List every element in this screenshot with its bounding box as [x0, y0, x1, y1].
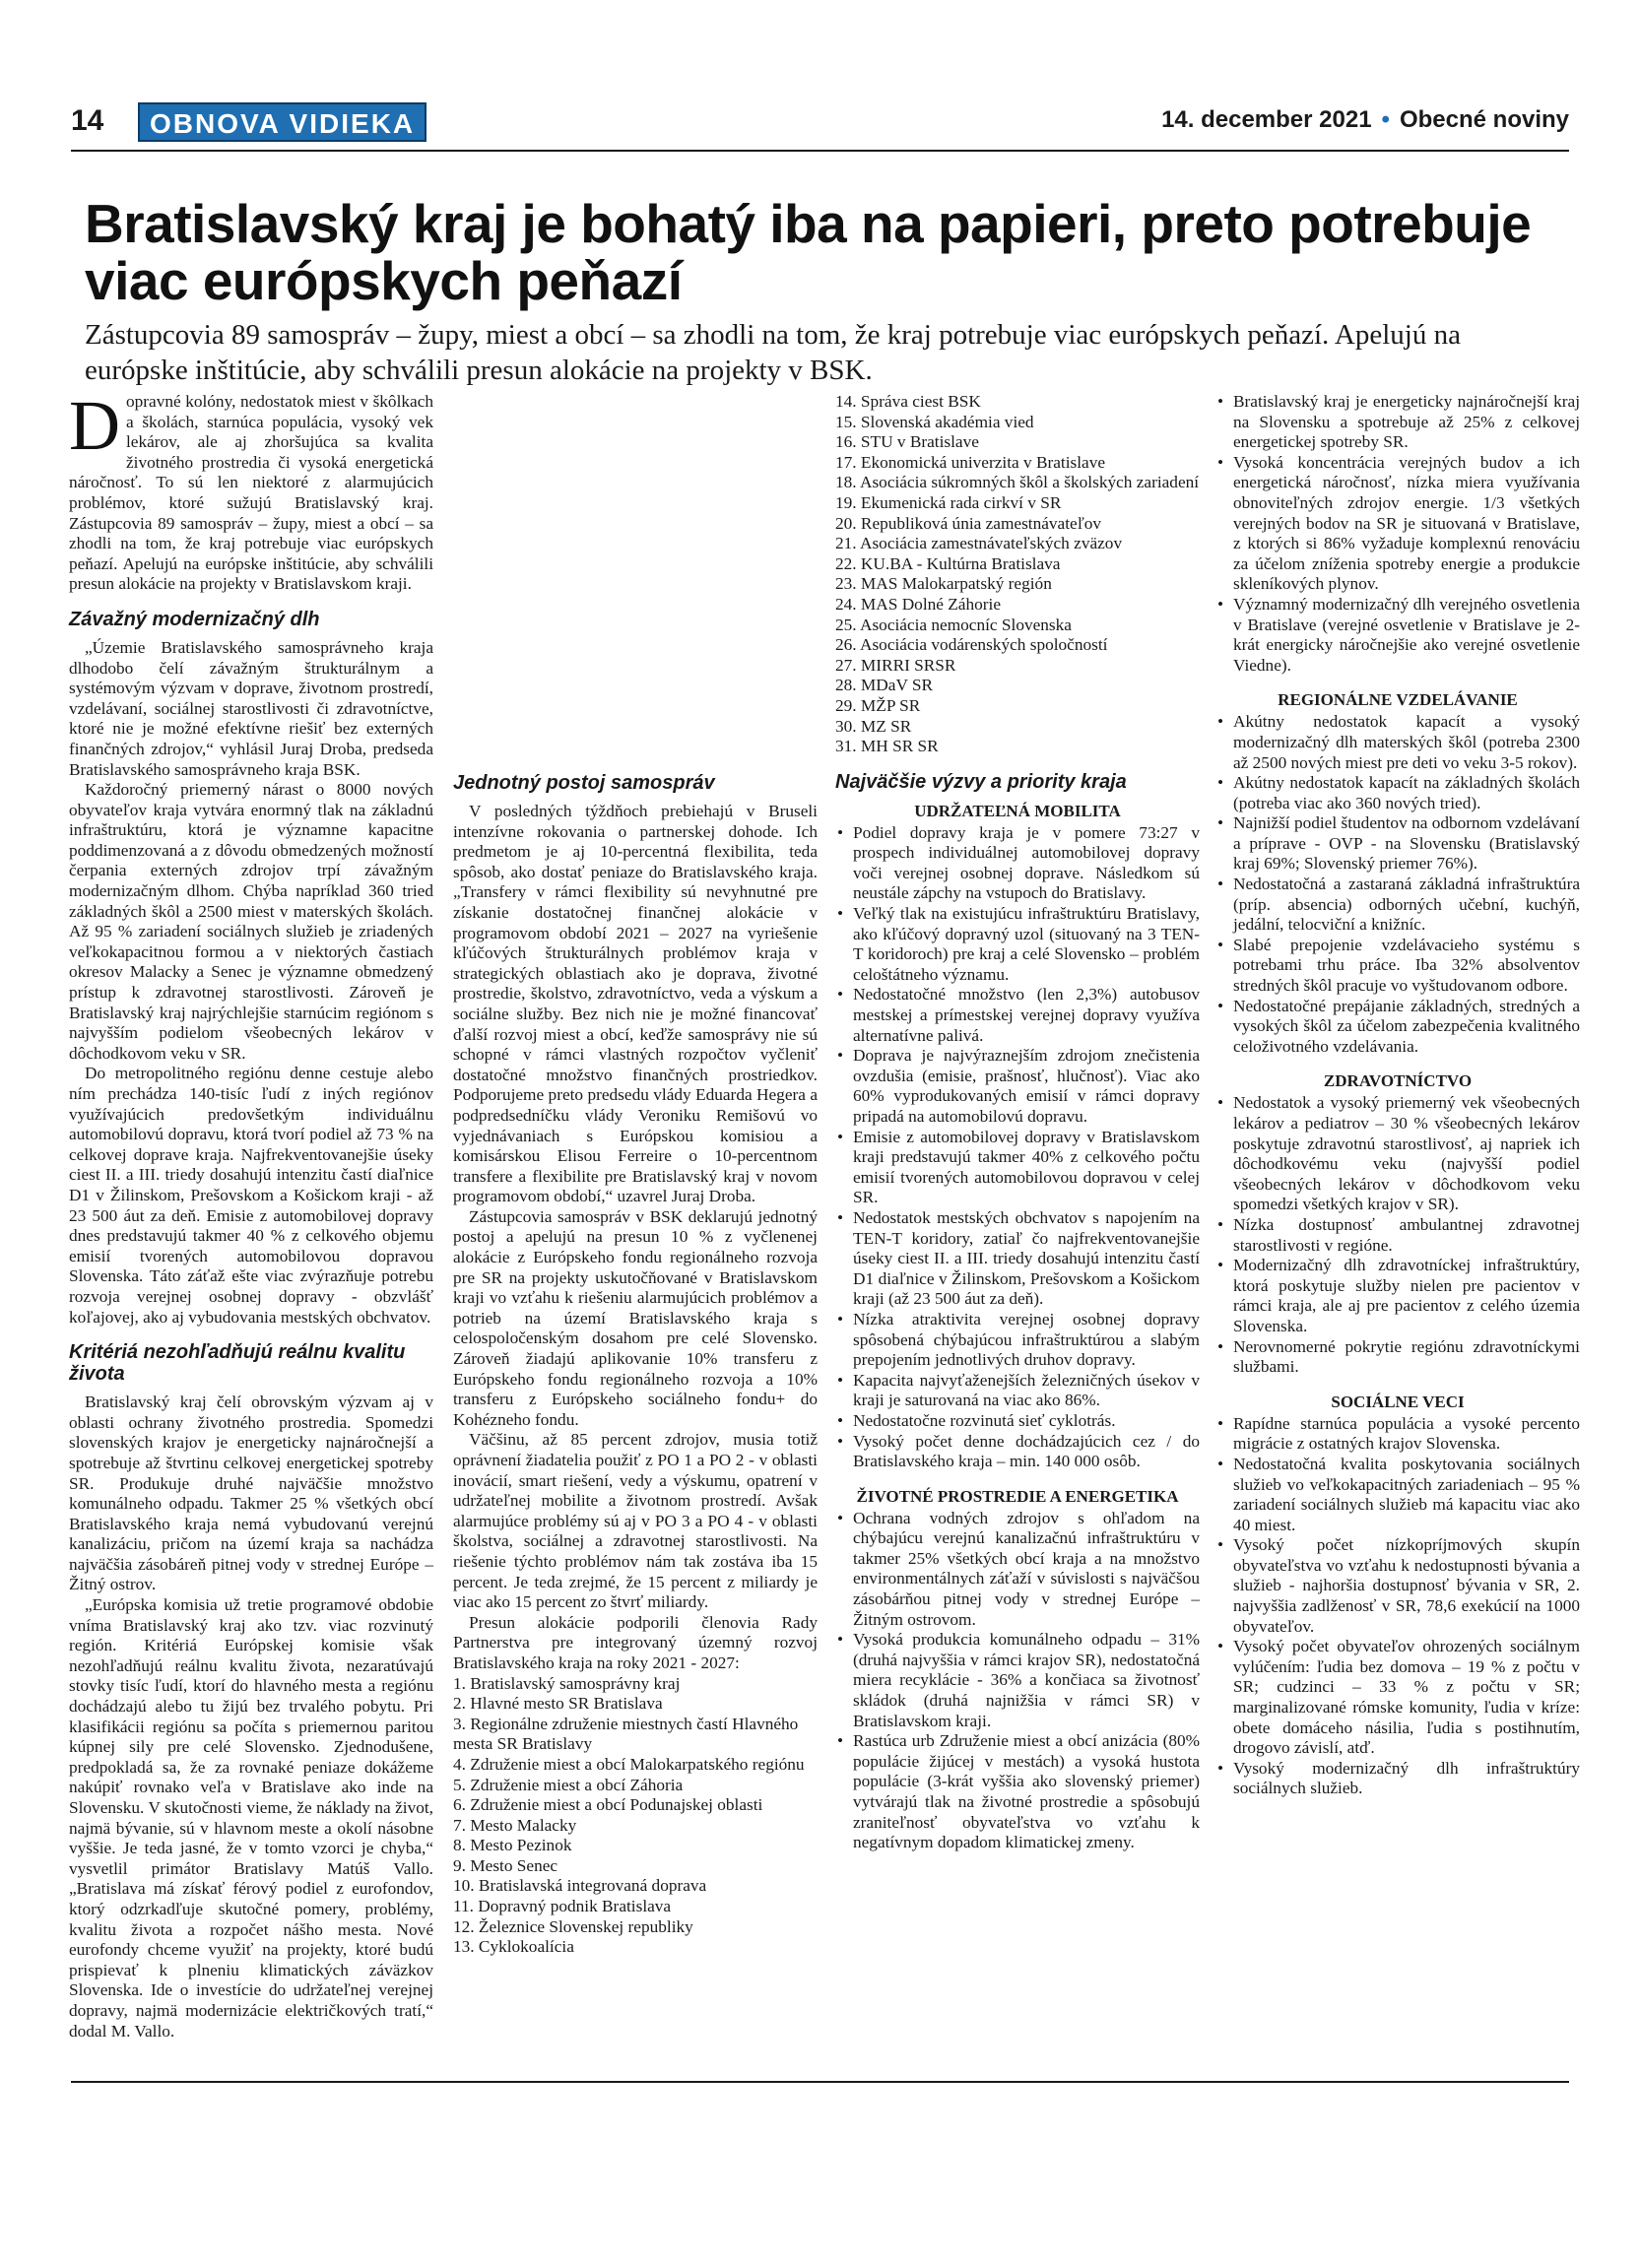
- environment-list-b: [1215, 392, 1580, 676]
- list-item: 9. Mesto Senec: [453, 1855, 558, 1875]
- list-item: • Podiel dopravy kraja je v pomere 73:27 v prospech individuálnej automobilovej dopravy voči verejnej osobnej doprave. Následkom sú neustále zápchy na vstupoch do Bratislavy.: [835, 823, 1200, 904]
- list-item: 21. Asociácia zamestnávateľských zväzov: [835, 534, 1123, 553]
- column-1: [69, 386, 433, 2041]
- list-item: • Najnižší podiel študentov na odbornom vzdelávaní a príprave - OVP - na Slovensku (Bratislavský kraj 69%; Slovenský priemer 76%).: [1215, 813, 1580, 875]
- subheading-vyzvy: Najväčšie výzvy a priority kraja: [835, 770, 1127, 793]
- list-item: 23. MAS Malokarpatský región: [835, 574, 1052, 594]
- column-4: [1215, 392, 1580, 1799]
- list-item: 24. MAS Dolné Záhorie: [835, 594, 1001, 614]
- list-item: • Doprava je najvýraznejším zdrojom znečistenia ovzdušia (emisie, prašnosť, hlučnosť). Viac ako 60% vyprodukovaných emisií v rámci dopravy pripadá na automobilovú dopravu.: [835, 1046, 1200, 1127]
- list-item: 13. Cyklokoalícia: [453, 1937, 574, 1957]
- list-item: 20. Republiková únia zamestnávateľov: [835, 513, 1102, 533]
- list-item: 8. Mesto Pezinok: [453, 1836, 572, 1855]
- health-list: [1215, 1093, 1580, 1377]
- page-header: [71, 102, 1569, 142]
- list-item: • Vysoký modernizačný dlh infraštruktúry sociálnych služieb.: [1215, 1759, 1580, 1799]
- list-item: 2. Hlavné mesto SR Bratislava: [453, 1694, 663, 1714]
- list-item: 12. Železnice Slovenskej republiky: [453, 1916, 693, 1936]
- article-lead: Zástupcovia 89 samospráv – župy, miest a obcí – sa zhodli na tom, že kraj potrebuje viac európskych peňazí. Apelujú na európske inštitúcie, aby schválili presun alokácie na projekty v BSK.: [85, 319, 1461, 386]
- header-rule: [71, 150, 1569, 152]
- paragraph: Presun alokácie podporili členovia Rady Partnerstva pre integrovaný územný rozvoj Bratislavského kraja na roky 2021 - 2027:: [453, 1612, 818, 1672]
- list-item: 18. Asociácia súkromných škôl a školských zariadení: [835, 473, 1200, 492]
- subheading-prostredie: ŽIVOTNÉ PROSTREDIE A ENERGETIKA: [856, 1486, 1179, 1506]
- list-item: 31. MH SR SR: [835, 737, 939, 756]
- drop-cap: D: [69, 386, 120, 465]
- list-item: • Vysoký počet nízkopríjmových skupín obyvateľstva vo vzťahu k nedostupnosti bývania a služieb - najhoršia dostupnosť bývania v SR, 2. najvyššia zadlženosť v SR, 78,6 exekúcií na 1000 obyvateľov.: [1215, 1535, 1580, 1637]
- list-item: • Akútny nedostatok kapacít na základných školách (potreba viac ako 360 nových tried).: [1215, 773, 1580, 813]
- paragraph: Každoročný priemerný nárast o 8000 nových obyvateľov kraja vytvára enormný tlak na základnú infraštruktúru, ktorá je významne kapacitne poddimenzovaná a z dôvodu obmedzených možností čerpania externých zdrojov trpí závažným modernizačným dlhom. Chýba napríklad 360 tried základných škôl a 2500 miest v materských školách. Až 95 % zariadení sociálnych služieb je zriadených veľkokapacitnou formou a v niektorých častiach okresov Malacky a Senec je významne obmedzený prístup k zdravotnej starostlivosti. Zároveň je Bratislavský kraj najrýchlejšie starnúcim regiónom s najvyšším podielom všeobecných lekárov v dôchodkovom veku v SR.: [69, 780, 433, 1063]
- issue-date: 14. december 2021: [1161, 106, 1372, 133]
- list-item: • Nízka atraktivita verejnej osobnej dopravy spôsobená chýbajúcou infraštruktúrou a slabým prepojením jednotlivých druhov dopravy.: [835, 1310, 1200, 1371]
- list-item: • Modernizačný dlh zdravotníckej infraštruktúry, ktorá poskytuje služby nielen pre pacientov v rámci kraja, ale aj pre pacientov z celého územia Slovenska.: [1215, 1256, 1580, 1336]
- list-item: 25. Asociácia nemocníc Slovenska: [835, 615, 1072, 634]
- page-number: 14: [71, 104, 104, 137]
- section-label: OBNOVA VIDIEKA: [138, 102, 426, 142]
- subheading-dlh: Závažný modernizačný dlh: [69, 608, 320, 630]
- subheading-zdravotnictvo: ZDRAVOTNÍCTVO: [1323, 1071, 1473, 1091]
- list-item: • Rastúca urb Združenie miest a obcí anizácia (80% populácie žijúcej v mestách) a vysoká hustota populácie (3-krát vyššia ako slovenský priemer) vytvárajú tlak na životné prostredie a spôsobujú zraniteľnosť obyvateľstva vo vzťahu k negatívnym dopadom klimatickej zmeny.: [835, 1731, 1200, 1853]
- list-item: • Nedostatočné prepájanie základných, stredných a vysokých škôl za účelom zabezpečenia kvalitného celoživotného vzdelávania.: [1215, 997, 1580, 1058]
- list-item: 28. MDaV SR: [835, 676, 934, 695]
- list-item: • Vysoký počet denne dochádzajúcich cez / do Bratislavského kraja – min. 140 000 osôb.: [835, 1432, 1200, 1472]
- issue-info: [1161, 106, 1569, 134]
- list-item: • Nízka dostupnosť ambulantnej zdravotnej starostlivosti v regióne.: [1215, 1215, 1580, 1256]
- paragraph: „Územie Bratislavského samosprávneho kraja dlhodobo čelí závažným štrukturálnym a systémovým výzvam v doprave, životnom prostredí, vzdelávaní, sociálnej starostlivosti či zdravotníctve, ktoré nie je možné efektívne riešiť bez externých finančných zdrojov,“ vyhlásil Juraj Droba, predseda Bratislavského samosprávneho kraja BSK.: [69, 637, 433, 779]
- list-item: 17. Ekonomická univerzita v Bratislave: [835, 452, 1106, 472]
- list-item: • Nedostatočná kvalita poskytovania sociálnych služieb vo veľkokapacitných zariadeniach – 95 % zariadení sociálnych služieb má kapacitu viac ako 40 miest.: [1215, 1455, 1580, 1535]
- list-item: • Nedostatočné množstvo (len 2,3%) autobusov mestskej a prímestskej verejnej dopravy využíva alternatívne palivá.: [835, 985, 1200, 1046]
- list-item: 11. Dopravný podnik Bratislava: [453, 1897, 672, 1916]
- list-item: 19. Ekumenická rada cirkví v SR: [835, 492, 1062, 512]
- intro-paragraph: [69, 386, 433, 595]
- list-item: • Emisie z automobilovej dopravy v Bratislavskom kraji predstavujú takmer 40% z celkového počtu emisií tvorených automobilovou dopravou v celej SR.: [835, 1128, 1200, 1208]
- mobility-list: [835, 823, 1200, 1472]
- column-2: [453, 392, 818, 1958]
- members-list-b: [835, 392, 1200, 757]
- list-item: • Nedostatok a vysoký priemerný vek všeobecných lekárov a pediatrov – 30 % všeobecných lekárov poskytuje zdravotnú starostlivosť, aj napriek ich dôchodkovému veku (najvyšší podiel všeobecných lekárov v dôchodkovom veku spomedzi všetkých krajov v SR).: [1215, 1093, 1580, 1215]
- intro-text: opravné kolóny, nedostatok miest v škôlkach a školách, starnúca populácia, vysoký vek lekárov, ale aj zhoršujúca sa kvalita životného prostredia či vysoká energetická náročnosť. To sú len niektoré z alarmujúcich problémov, ktoré sužujú Bratislavský kraj. Zástupcovia 89 samospráv – župy, miest a obcí – sa zhodli na tom, že kraj potrebuje viac európskych peňazí. Apelujú na európske inštitúcie, aby schválili presun alokácie na projekty v Bratislavskom kraji.: [69, 392, 433, 594]
- paragraph: Bratislavský kraj čelí obrovským výzvam aj v oblasti ochrany životného prostredia. Spomedzi slovenských krajov je energeticky najnáročnejší a spotrebuje až štvrtinu celkovej energetickej spotreby SR. Produkuje druhé najväčšie množstvo komunálneho odpadu. Takmer 25 % všetkých obcí Bratislavského kraja nemá vybudovanú verejnú kanalizáciu, pričom na území kraja sa nachádza najväčšia zásobáreň pitnej vody v strednej Európe – Žitný ostrov.: [69, 1393, 433, 1594]
- paragraph: „Európska komisia už tretie programové obdobie vníma Bratislavský kraj ako tzv. viac rozvinutý región. Kritériá Európskej komisie však nezohľadňujú reálnu kvalitu života, nezaratúvajú stovky tisíc ľudí, ktorí do hlavného mesta a regiónu dochádzajú alebo tu žijú bez trvalého pobytu. Pri klasifikácii regiónu sa počíta s priemernou paritou kúpnej sily pre celé Slovensko. Zjednodušene, predpokladá sa, že za rovnaké peniaze dokážeme nakúpiť rovnako veľa v Bratislave ako inde na Slovensku. V skutočnosti vieme, že náklady na život, najmä bývanie, sú v hlavnom meste a okolí násobne vyššie. Je teda jasné, že v tomto vzorci je chyba,“ vysvetlil primátor Bratislavy Matúš Vallo. „Bratislava má získať férový podiel z eurofondov, ktorý odzrkadľuje skutočné pomery, problémy, kvalitu života a rozpočet nášho mesta. Nové eurofondy chceme využiť na projekty, ktoré budú prispievať k plneniu klimatických záväzkov Slovenska. Ide o investície do udržateľnej verejnej dopravy, najmä modernizácie električkových tratí,“ dodal M. Vallo.: [69, 1595, 433, 2041]
- members-list-a: [453, 1674, 818, 1958]
- list-item: 14. Správa ciest BSK: [835, 392, 981, 411]
- list-item: • Vysoký počet obyvateľov ohrozených sociálnym vylúčením: ľudia bez domova – 19 % z počtu v SR; cudzinci – 33 % z počtu v SR; marginalizované rómske komunity, ľudia v kríze: obete domáceho násilia, ľudia s postihnutím, drogovo závislí, atď.: [1215, 1637, 1580, 1759]
- list-item: • Bratislavský kraj je energeticky najnáročnejší kraj na Slovensku a spotrebuje až 25% z celkovej energetickej spotreby SR.: [1215, 392, 1580, 453]
- education-list: [1215, 712, 1580, 1057]
- subheading-kriteria: Kritériá nezohľadňujú reálnu kvalitu života: [69, 1341, 406, 1386]
- list-item: 7. Mesto Malacky: [453, 1815, 577, 1835]
- paragraph: Zástupcovia samospráv v BSK deklarujú jednotný postoj a apelujú na presun 10 % z vyčlenenej alokácie z Európskeho fondu regionálneho rozvoja pre SR na projekty uskutočňované v Bratislavskom kraji vo vzťahu k riešeniu alarmujúcich problémov a potrieb na území Bratislavského kraja s celospoločenským dosahom pre celé Slovensko. Zároveň žiadajú aplikovanie 10% transferu z Európskeho fondu regionálneho rozvoja a 10% transferu z Európskeho sociálneho fondu+ do Kohézneho fondu.: [453, 1206, 818, 1429]
- list-item: 27. MIRRI SRSR: [835, 655, 956, 675]
- list-item: • Nerovnomerné pokrytie regiónu zdravotníckymi službami.: [1215, 1337, 1580, 1378]
- separator-dot: •: [1381, 106, 1390, 133]
- subheading-vzdelavanie: REGIONÁLNE VZDELÁVANIE: [1278, 690, 1518, 710]
- list-item: • Akútny nedostatok kapacít a vysoký modernizačný dlh materských škôl (potreba 2300 až 2500 nových miest pre deti vo veku 3-5 rokov).: [1215, 712, 1580, 773]
- list-item: 30. MZ SR: [835, 716, 912, 736]
- footer-rule: [71, 2081, 1569, 2083]
- list-item: 16. STU v Bratislave: [835, 432, 979, 452]
- list-item: • Vysoká produkcia komunálneho odpadu – 31% (druhá najvyššia v rámci krajov SR), nedostatočná miera recyklácie - 36% a končiaca sa životnosť skládok (druhá najnižšia v rámci SR) v Bratislavskom kraji.: [835, 1630, 1200, 1731]
- paragraph: V posledných týždňoch prebiehajú v Bruseli intenzívne rokovania o partnerskej dohode. Ich predmetom je aj 10-percentná flexibilita, teda spôsob, ako dostať peniaze do Bratislavského kraja. „Transfery v rámci flexibility sú nevyhnutné pre získanie dostatočnej finančnej alokácie v programovom období 2021 – 2027 na vyriešenie kľúčových štrukturálnych problémov kraja v strategických oblastiach ako je doprava, životné prostredie, školstvo, zdravotníctvo, veda a výskum a sociálne služby. Bez nich nie je možné financovať ďalší rozvoj miest a obcí, keďže samosprávy nie sú schopné v rámci vlastných rozpočtov vyčleniť dostatočné množstvo finančných prostriedkov. Podporujeme preto predsedu vlády Eduarda Hegera a podpredsedníčku vlády Veroniku Remišovú vo vyjednávaniach s Európskou komisiou a komisárskou Elisou Ferreire o 10-percentnom transfere a flexibilite pre Bratislavský kraj v novom programovom období,“ uzavrel Juraj Droba.: [453, 802, 818, 1206]
- list-item: • Nedostatočne rozvinutá sieť cyklotrás.: [835, 1411, 1200, 1432]
- environment-list-a: [835, 1509, 1200, 1853]
- newspaper-name: Obecné noviny: [1399, 106, 1569, 133]
- list-item: • Veľký tlak na existujúcu infraštruktúru Bratislavy, ako kľúčový dopravný uzol (situovaný na 3 TEN-T koridoroch) pre kraj a celé Slovensko – problém celoštátneho významu.: [835, 904, 1200, 985]
- paragraph: Do metropolitného regiónu denne cestuje alebo ním prechádza 140-tisíc ľudí z iných regiónov využívajúcich predovšetkým individuálnu automobilovú dopravu, ktorá tvorí podiel až 73 % na celkovej doprave kraja. Najfrekventovanejšie úseky ciest II. a III. triedy dosahujú intenzitu častí diaľnice D1 v Žilinskom, Prešovskom a Košickom kraji - až 23 500 áut za deň. Emisie z automobilovej dopravy dnes predstavujú takmer 40 % z celkového objemu emisií tvorených automobilovou dopravou Slovenska. Táto záťaž ešte viac zvýrazňuje potrebu rozvoja verejnej osobnej dopravy - obzvlášť koľajovej, ako aj vybudovania mestských obchvatov.: [69, 1064, 433, 1327]
- social-list: [1215, 1414, 1580, 1799]
- subheading-mobilita: UDRŽATEĽNÁ MOBILITA: [914, 801, 1121, 820]
- list-item: • Vysoká koncentrácia verejných budov a ich energetická náročnosť, nízka miera využívania obnoviteľných zdrojov energie. 1/3 všetkých verejných bodov na SR je situovaná v Bratislave, z ktorých si 86% vyžaduje komplexnú renováciu za účelom zníženia spotreby energie a produkcie skleníkových plynov.: [1215, 453, 1580, 595]
- list-item: • Nedostatočná a zastaraná základná infraštruktúra (príp. absencia) odborných učební, kuchýň, jedální, telocviční a knižníc.: [1215, 875, 1580, 936]
- article-title: Bratislavský kraj je bohatý iba na papieri, preto potrebuje viac európskych peňazí: [85, 193, 1532, 311]
- list-item: 26. Asociácia vodárenských spoločností: [835, 635, 1108, 655]
- list-item: 15. Slovenská akadémia vied: [835, 412, 1034, 431]
- paragraph: Väčšinu, až 85 percent zdrojov, musia totiž oprávnení žiadatelia použiť z PO 1 a PO 2 - v oblasti inovácií, smart riešení, vedy a výskumu, opatrení v udržateľnej mobilite a životnom prostredí. Avšak alarmujúce problémy sú aj v PO 3 a PO 4 - v oblasti školstva, sociálnej a zdravotnej starostlivosti. Na riešenie týchto problémov nám tak zostáva iba 15 percent. Je teda zrejmé, že 15 percent z miliardy je viac ako 15 percent zo štvrť miliardy.: [453, 1430, 818, 1612]
- list-item: • Slabé prepojenie vzdelávacieho systému s potrebami trhu práce. Iba 32% absolventov stredných škôl pracuje vo vyštudovanom odbore.: [1215, 936, 1580, 997]
- list-item: 22. KU.BA - Kultúrna Bratislava: [835, 553, 1061, 573]
- list-item: • Rapídne starnúca populácia a vysoké percento migrácie z ostatných krajov Slovenska.: [1215, 1414, 1580, 1455]
- column-3: [835, 392, 1200, 1853]
- list-item: 6. Združenie miest a obcí Podunajskej oblasti: [453, 1795, 763, 1815]
- list-item: • Významný modernizačný dlh verejného osvetlenia v Bratislave (verejné osvetlenie v Bratislave je 2-krát energicky náročnejšie ako verejné osvetlenie Viedne).: [1215, 595, 1580, 676]
- list-item: • Nedostatok mestských obchvatov s napojením na TEN-T koridory, zatiaľ čo najfrekventovanejšie úseky ciest II. a III. triedy dosahujú intenzitu častí D1 diaľnice v Žilinskom, Prešovskom a Košickom kraji (až 23 500 áut za deň).: [835, 1208, 1200, 1310]
- list-item: 5. Združenie miest a obcí Záhoria: [453, 1775, 684, 1794]
- list-item: 4. Združenie miest a obcí Malokarpatského regiónu: [453, 1754, 805, 1774]
- subheading-postoj: Jednotný postoj samospráv: [453, 772, 715, 794]
- list-item: 1. Bratislavský samosprávny kraj: [453, 1673, 681, 1693]
- list-item: 3. Regionálne združenie miestnych častí Hlavného mesta SR Bratislavy: [453, 1714, 799, 1754]
- list-item: • Kapacita najvyťaženejších železničných úsekov v kraji je saturovaná na viac ako 86%.: [835, 1371, 1200, 1411]
- list-item: • Ochrana vodných zdrojov s ohľadom na chýbajúcu verejnú kanalizačnú infraštruktúru v takmer 25% všetkých obcí kraja a na množstvo environmentálnych záťaží v súvislosti s najväčšou zásobárňou pitnej vody v strednej Európe – Žitným ostrovom.: [835, 1509, 1200, 1631]
- list-item: 10. Bratislavská integrovaná doprava: [453, 1876, 707, 1896]
- subheading-socialne: SOCIÁLNE VECI: [1331, 1392, 1465, 1411]
- list-item: 29. MŽP SR: [835, 695, 921, 715]
